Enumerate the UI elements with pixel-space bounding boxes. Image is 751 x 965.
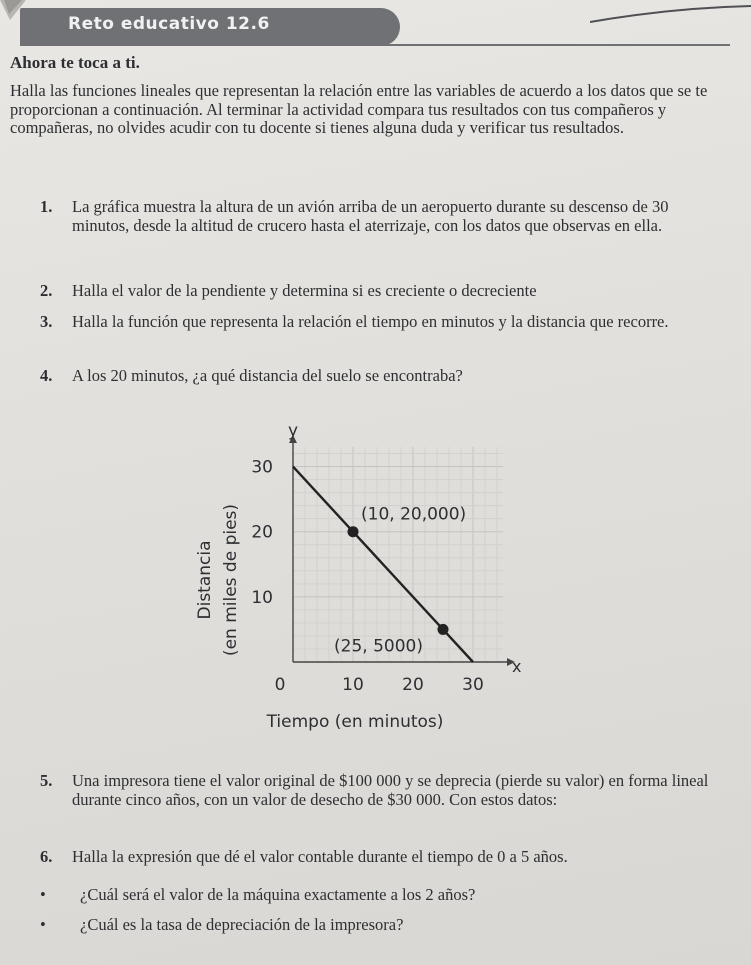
x-axis-title: Tiempo (en minutos) [266, 712, 444, 732]
header-divider [20, 44, 730, 46]
list-item [40, 282, 720, 301]
list-item [40, 313, 730, 332]
item-number: 4. [40, 366, 53, 385]
y-tick-label: 20 [251, 522, 273, 543]
data-point-label: (10, 20,000) [361, 504, 467, 525]
x-axis-letter: x [512, 657, 522, 676]
item-number: 2. [40, 281, 53, 300]
item-number: 3. [40, 312, 53, 331]
item-text: Halla el valor de la pendiente y determina si es creciente o decreciente [72, 281, 537, 300]
data-point [438, 624, 449, 635]
section-subtitle: Ahora te toca a ti. [10, 53, 140, 72]
list-item [40, 772, 730, 809]
chart-grid [293, 447, 503, 662]
bullet-icon: • [40, 885, 46, 904]
intro-paragraph: Halla las funciones lineales que representan la relación entre las variables de acuerdo a los datos que se te proporcionan a continuación. Al terminar la actividad compara tus resultados con tus compañeros y compañeras, no olvides acudir con tu docente si tienes alguna duda y verificar tus resultados. [10, 81, 708, 137]
decorative-curve [590, 0, 751, 30]
item-number: 1. [40, 197, 53, 216]
item-number: 5. [40, 771, 53, 790]
header-title: Reto educativo 12.6 [68, 14, 270, 34]
item-text: A los 20 minutos, ¿a qué distancia del suelo se encontraba? [72, 366, 463, 385]
altitude-chart [180, 410, 540, 740]
list-item [40, 848, 720, 867]
y-axis-title-line2: (en miles de pies) [221, 503, 241, 657]
x-tick-label: 20 [402, 675, 424, 695]
item-text: Halla la expresión que dé el valor contable durante el tiempo de 0 a 5 años. [72, 847, 568, 866]
y-tick-label: 30 [251, 457, 273, 478]
y-axis-title-line1: Distancia [195, 540, 215, 620]
item-text: La gráfica muestra la altura de un avión arriba de un aeropuerto durante su descenso de 30 minutos, desde la altitud de crucero hasta el aterrizaje, con los datos que observas en ella. [72, 197, 669, 235]
chart-series [293, 467, 473, 662]
item-text: Halla la función que representa la relación el tiempo en minutos y la distancia que recorre. [72, 312, 669, 331]
bullet-icon: • [40, 915, 46, 934]
bullet-question: ¿Cuál es la tasa de depreciación de la impresora? [80, 915, 404, 934]
y-axis-letter: y [287, 421, 299, 441]
list-item [40, 198, 720, 235]
list-item [40, 367, 720, 386]
x-tick-label: 10 [342, 675, 364, 695]
y-tick-label: 10 [251, 587, 273, 608]
data-point [348, 526, 359, 537]
item-number: 6. [40, 847, 53, 866]
item-text: Una impresora tiene el valor original de $100 000 y se deprecia (pierde su valor) en forma lineal durante cinco años, con un valor de desecho de $30 000. Con estos datos: [72, 771, 709, 809]
x-tick-label: 30 [462, 675, 484, 695]
origin-label: 0 [274, 675, 286, 695]
data-point-label: (25, 5000) [334, 636, 423, 657]
bullet-question: ¿Cuál será el valor de la máquina exactamente a los 2 años? [80, 885, 476, 904]
